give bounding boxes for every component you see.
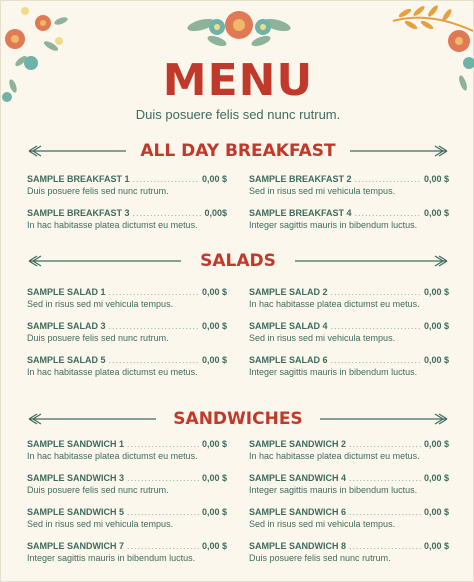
menu-item	[27, 472, 227, 496]
menu-item-description: Sed in risus sed mi vehicula tempus.	[27, 299, 174, 309]
dot-leader	[331, 354, 421, 366]
menu-item	[249, 540, 449, 564]
dot-leader	[331, 320, 421, 332]
menu-item-description: Sed in risus sed mi vehicula tempus.	[249, 186, 396, 196]
menu-item-price: 0,00 $	[201, 473, 227, 483]
menu-item-name: SAMPLE BREAKFAST 3	[27, 208, 130, 218]
menu-item	[27, 354, 227, 378]
menu-item-description: Duis posuere felis sed nunc rutrum.	[27, 333, 169, 343]
menu-item-name: SAMPLE SANDWICH 1	[27, 439, 125, 449]
menu-item-name: SAMPLE SANDWICH 7	[27, 541, 125, 551]
section-header	[1, 407, 474, 431]
dot-leader	[127, 438, 199, 450]
menu-item-name: SAMPLE BREAKFAST 2	[249, 174, 352, 184]
menu-item-description: Duis posuere felis sed nunc rutrum.	[27, 186, 169, 196]
menu-item-name: SAMPLE SANDWICH 4	[249, 473, 347, 483]
menu-item-description: Sed in risus sed mi vehicula tempus.	[249, 333, 396, 343]
menu-item-price: 0,00 $	[423, 355, 449, 365]
menu-item-name: SAMPLE SALAD 1	[27, 287, 106, 297]
menu-item	[27, 506, 227, 530]
dot-leader	[133, 173, 199, 185]
menu-item	[27, 173, 227, 197]
menu-item-price: 0,00 $	[423, 439, 449, 449]
menu-item-price: 0,00 $	[201, 287, 227, 297]
menu-item-name: SAMPLE SANDWICH 2	[249, 439, 347, 449]
menu-item-price: 0,00 $	[201, 355, 227, 365]
menu-item-description: In hac habitasse platea dictumst eu metus.	[27, 367, 198, 377]
menu-item	[27, 320, 227, 344]
menu-item	[249, 173, 449, 197]
menu-item-description: Integer sagittis mauris in bibendum luctus.	[249, 220, 418, 230]
section-title: SANDWICHES	[173, 409, 303, 429]
menu-item-name: SAMPLE SANDWICH 8	[249, 541, 347, 551]
dot-leader	[109, 286, 199, 298]
menu-item-name: SAMPLE SANDWICH 5	[27, 507, 125, 517]
dot-leader	[109, 354, 199, 366]
menu-item-price: 0,00 $	[423, 541, 449, 551]
menu-item-price: 0,00$	[204, 208, 227, 218]
menu-item-description: Integer sagittis mauris in bibendum luctus.	[249, 367, 418, 377]
menu-item	[249, 506, 449, 530]
dot-leader	[355, 173, 421, 185]
menu-item-price: 0,00 $	[201, 439, 227, 449]
section-title: ALL DAY BREAKFAST	[140, 141, 336, 161]
menu-item-description: In hac habitasse platea dictumst eu metus.	[27, 451, 198, 461]
dot-leader	[349, 472, 421, 484]
flower-cluster-center-icon	[187, 5, 291, 53]
menu-item-name: SAMPLE SALAD 6	[249, 355, 328, 365]
menu-item	[249, 354, 449, 378]
menu-item-price: 0,00 $	[423, 287, 449, 297]
menu-item	[249, 438, 449, 462]
menu-item	[27, 207, 227, 231]
menu-item-name: SAMPLE SANDWICH 6	[249, 507, 347, 517]
dot-leader	[127, 472, 199, 484]
menu-item	[27, 438, 227, 462]
menu-item-name: SAMPLE SALAD 5	[27, 355, 106, 365]
dot-leader	[331, 286, 421, 298]
menu-subtitle: Duis posuere felis sed nunc rutrum.	[135, 107, 341, 122]
menu-item-price: 0,00 $	[423, 174, 449, 184]
section-title: SALADS	[200, 251, 276, 271]
section-header	[1, 139, 474, 163]
dot-leader	[349, 438, 421, 450]
menu-item	[249, 472, 449, 496]
menu-item-description: In hac habitasse platea dictumst eu metus.	[249, 451, 420, 461]
dot-leader	[109, 320, 199, 332]
menu-item-price: 0,00 $	[201, 541, 227, 551]
menu-item-name: SAMPLE SALAD 3	[27, 321, 106, 331]
menu-item-description: Integer sagittis mauris in bibendum luctus.	[249, 485, 418, 495]
menu-item-name: SAMPLE SALAD 2	[249, 287, 328, 297]
menu-item-price: 0,00 $	[201, 321, 227, 331]
dot-leader	[349, 540, 421, 552]
dot-leader	[127, 506, 199, 518]
menu-item-name: SAMPLE BREAKFAST 4	[249, 208, 352, 218]
menu-item	[249, 286, 449, 310]
menu-item-description: Integer sagittis mauris in bibendum luctus.	[27, 553, 196, 563]
menu-item-description: Duis posuere felis sed nunc rutrum.	[249, 553, 391, 563]
menu-item-description: Duis posuere felis sed nunc rutrum.	[27, 485, 169, 495]
menu-item-description: Sed in risus sed mi vehicula tempus.	[249, 519, 396, 529]
menu-item-description: In hac habitasse platea dictumst eu metus.	[27, 220, 198, 230]
dot-leader	[349, 506, 421, 518]
dot-leader	[355, 207, 421, 219]
menu-item-price: 0,00 $	[423, 321, 449, 331]
menu-item-price: 0,00 $	[423, 473, 449, 483]
section-header	[1, 249, 474, 273]
menu-item-name: SAMPLE SALAD 4	[249, 321, 328, 331]
dot-leader	[127, 540, 199, 552]
menu-item-description: In hac habitasse platea dictumst eu metus.	[249, 299, 420, 309]
dot-leader	[133, 207, 202, 219]
menu-item-price: 0,00 $	[423, 507, 449, 517]
menu-item-price: 0,00 $	[201, 507, 227, 517]
menu-item-price: 0,00 $	[423, 208, 449, 218]
menu-item	[249, 207, 449, 231]
menu-title: MENU	[162, 55, 314, 106]
menu-item	[27, 540, 227, 564]
menu-item	[249, 320, 449, 344]
menu-item-price: 0,00 $	[201, 174, 227, 184]
menu-item	[27, 286, 227, 310]
menu-item-description: Sed in risus sed mi vehicula tempus.	[27, 519, 174, 529]
menu-item-name: SAMPLE BREAKFAST 1	[27, 174, 130, 184]
menu-item-name: SAMPLE SANDWICH 3	[27, 473, 125, 483]
